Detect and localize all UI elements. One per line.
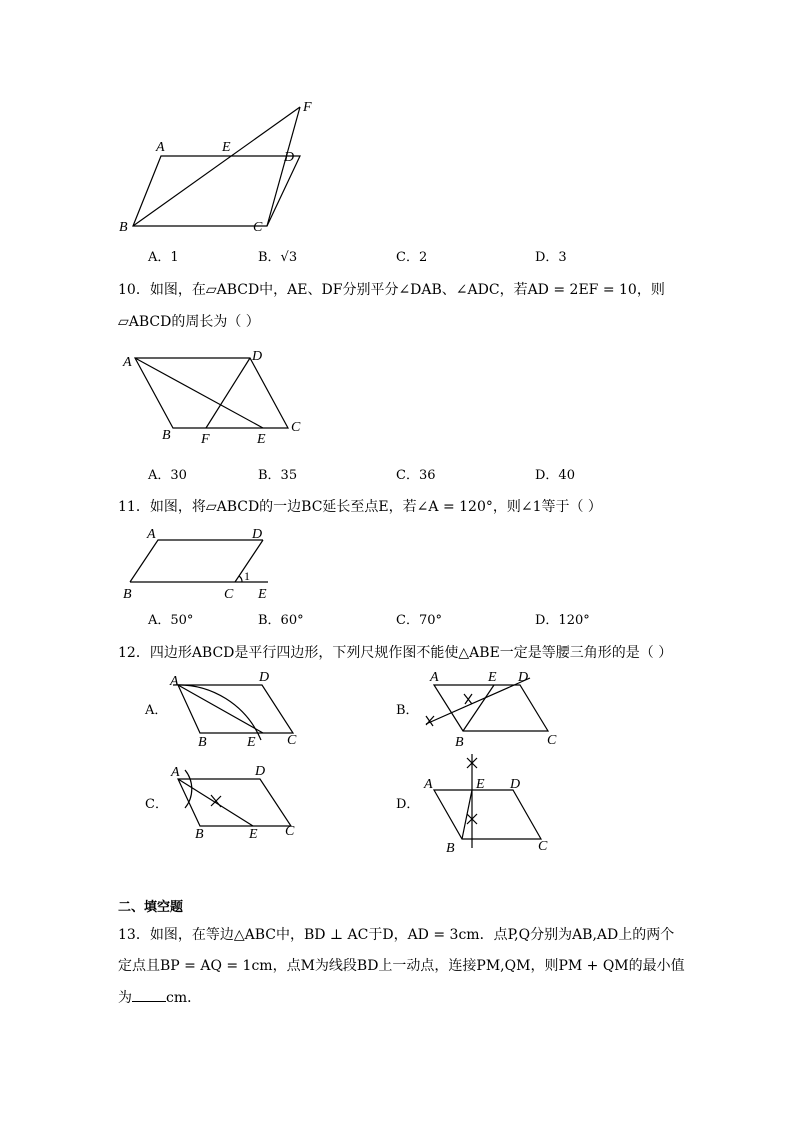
q10-option-d: D．40 <box>535 468 575 483</box>
q9-label-c: C <box>253 220 263 235</box>
q10-option-b: B．35 <box>258 468 298 483</box>
q13-line2: 定点且BP = AQ = 1cm，点M为线段BD上一动点，连接PM,QM，则PM + QM的最小值 <box>118 958 685 974</box>
q12-option-c: C． <box>145 797 168 812</box>
q12-figure-d <box>420 752 580 857</box>
q10-option-a: A．30 <box>148 468 187 483</box>
q12b-label-b: B <box>455 735 464 750</box>
q10-option-c: C．36 <box>396 468 436 483</box>
q11-label-d: D <box>252 527 263 542</box>
q12d-label-e: E <box>476 777 485 792</box>
q12a-label-b: B <box>198 735 207 750</box>
q12-option-a: A． <box>145 703 168 718</box>
q12b-label-e: E <box>488 670 497 685</box>
q9-option-a: A．1 <box>148 250 179 265</box>
q12a-label-e: E <box>247 735 256 750</box>
q11-parallelogram-figure <box>118 524 288 604</box>
q12d-label-a: A <box>424 777 433 792</box>
q10-label-f: F <box>201 432 210 447</box>
q10-stem-line1: 10．如图，在▱ABCD中，AE、DF分别平分∠DAB、∠ADC，若AD = 2EF = 10，则 <box>118 282 665 298</box>
q11-option-c: C．70° <box>396 613 442 628</box>
q10-label-b: B <box>162 428 171 443</box>
q13-answer-blank[interactable] <box>132 987 166 1002</box>
q11-option-d: D．120° <box>535 613 590 628</box>
q9-label-e: E <box>222 140 231 155</box>
q12-stem: 12．四边形ABCD是平行四边形，下列尺规作图不能使△ABE一定是等腰三角形的是（ ） <box>118 645 673 661</box>
q11-label-a: A <box>147 527 156 542</box>
q10-label-c: C <box>291 420 301 435</box>
q10-stem-line2: ▱ABCD的周长为（ ） <box>118 314 260 330</box>
q12a-label-a: A <box>170 674 179 689</box>
q12a-label-c: C <box>287 733 297 748</box>
q12c-label-e: E <box>249 827 258 842</box>
q11-label-c: C <box>224 587 234 602</box>
q12-option-b: B． <box>396 703 419 718</box>
q12c-label-a: A <box>171 765 180 780</box>
q13-line3-suffix: cm． <box>166 990 202 1006</box>
q10-label-d: D <box>252 349 263 364</box>
q12d-label-b: B <box>446 841 455 856</box>
q11-stem: 11．如图，将▱ABCD的一边BC延长至点E，若∠A = 120°，则∠1等于（ ） <box>118 499 602 515</box>
q10-label-a: A <box>123 355 132 370</box>
q12-option-d: D． <box>396 797 420 812</box>
q12b-label-d: D <box>518 670 529 685</box>
q11-label-1: 1 <box>244 569 250 583</box>
q9-option-c: C．2 <box>396 250 428 265</box>
q9-option-b: B．√3 <box>258 250 298 265</box>
q11-label-e: E <box>258 587 267 602</box>
q12a-label-d: D <box>259 670 270 685</box>
q11-option-b: B．60° <box>258 613 304 628</box>
q12c-label-c: C <box>285 824 295 839</box>
q9-option-d: D．3 <box>535 250 567 265</box>
q11-option-a: A．50° <box>148 613 194 628</box>
q10-label-e: E <box>257 432 266 447</box>
q9-label-b: B <box>119 220 128 235</box>
q11-label-b: B <box>123 587 132 602</box>
q12c-label-d: D <box>255 764 266 779</box>
section-title: 二、填空题 <box>118 900 184 915</box>
q12b-label-c: C <box>547 733 557 748</box>
q13-line1: 13．如图，在等边△ABC中，BD ⊥ AC于D，AD = 3cm．点P,Q分别为AB,AD上的两个 <box>118 927 675 943</box>
q12d-label-c: C <box>538 839 548 854</box>
q13-line3 <box>118 987 201 1008</box>
q9-label-a: A <box>156 140 165 155</box>
q12-figure-a <box>165 668 315 753</box>
q10-parallelogram-figure <box>118 345 318 450</box>
q12b-label-a: A <box>430 670 439 685</box>
q12-figure-c <box>165 760 315 845</box>
q12-figure-b <box>420 668 580 753</box>
q9-label-f: F <box>303 100 312 115</box>
q13-line3-prefix: 为 <box>118 990 132 1006</box>
q9-parallelogram-figure <box>110 95 330 240</box>
q12d-label-d: D <box>510 777 521 792</box>
q9-label-d: D <box>284 150 295 165</box>
q12c-label-b: B <box>195 827 204 842</box>
